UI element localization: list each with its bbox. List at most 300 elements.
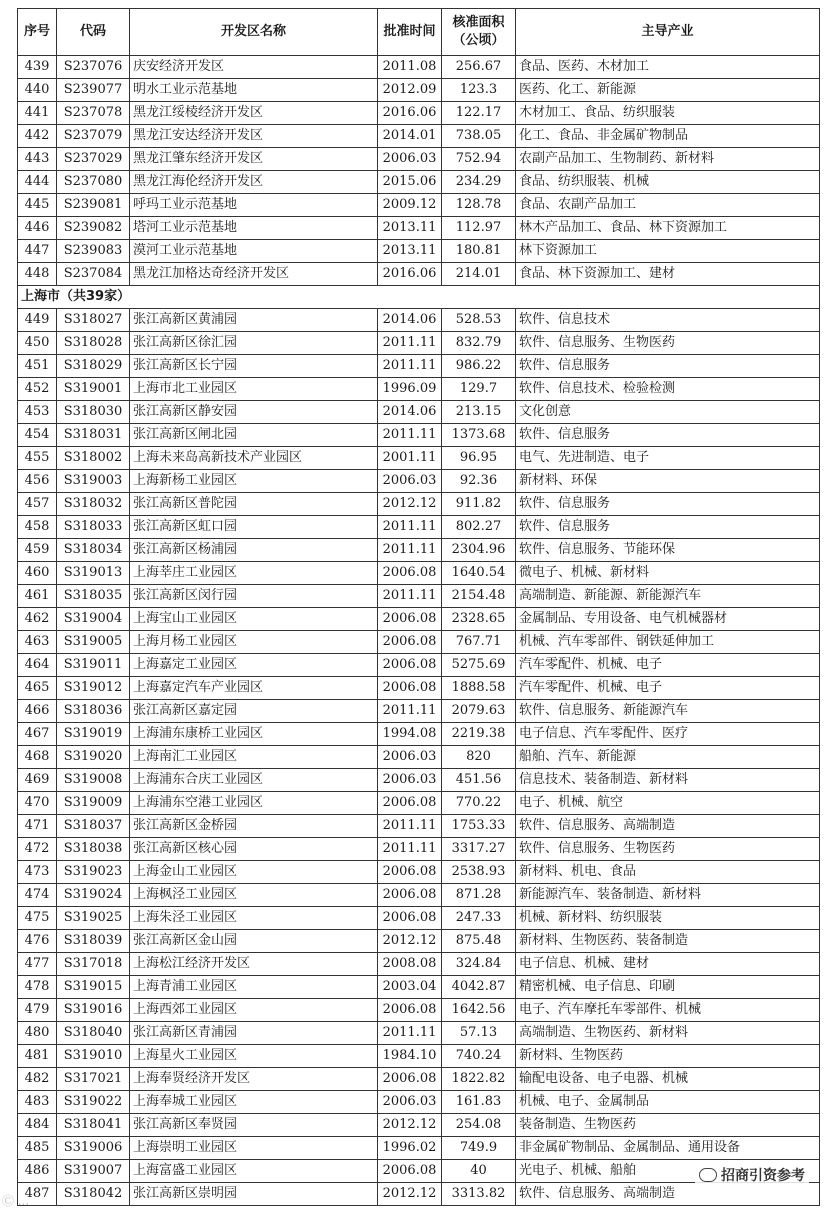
cell-name: 张江高新区黄浦园 (130, 309, 378, 332)
cell-code: S318035 (57, 585, 130, 608)
table-row (18, 976, 820, 999)
table-row (18, 194, 820, 217)
table-row (18, 769, 820, 792)
cell-date: 2006.08 (378, 677, 442, 700)
header-area: 核准面积 （公顷） (442, 9, 516, 56)
cell-name: 上海嘉定汽车产业园区 (130, 677, 378, 700)
cell-industry: 食品、纺织服装、机械 (516, 171, 820, 194)
cell-industry: 软件、信息服务、高端制造 (516, 1183, 820, 1206)
cell-date: 1994.08 (378, 723, 442, 746)
cell-date: 2006.03 (378, 769, 442, 792)
table-row (18, 953, 820, 976)
table-row (18, 585, 820, 608)
cell-area: 180.81 (442, 240, 516, 263)
cell-name: 上海崇明工业园区 (130, 1137, 378, 1160)
cell-date: 2012.12 (378, 930, 442, 953)
cell-industry: 新材料、机电、食品 (516, 861, 820, 884)
cell-name: 张江高新区长宁园 (130, 355, 378, 378)
chat-bubble-icon (699, 1168, 717, 1182)
cell-area: 214.01 (442, 263, 516, 286)
cell-date: 2006.08 (378, 861, 442, 884)
cell-code: S317018 (57, 953, 130, 976)
cell-area: 871.28 (442, 884, 516, 907)
cell-code: S317021 (57, 1068, 130, 1091)
table-row (18, 263, 820, 286)
cell-no: 452 (18, 378, 57, 401)
table-row (18, 792, 820, 815)
cell-no: 473 (18, 861, 57, 884)
cell-industry: 电子信息、机械、建材 (516, 953, 820, 976)
cell-no: 481 (18, 1045, 57, 1068)
cell-code: S237079 (57, 125, 130, 148)
cell-code: S318040 (57, 1022, 130, 1045)
cell-date: 2011.11 (378, 332, 442, 355)
cell-area: 123.3 (442, 79, 516, 102)
cell-industry: 软件、信息技术、检验检测 (516, 378, 820, 401)
cell-name: 张江高新区金山园 (130, 930, 378, 953)
cell-industry: 高端制造、新能源、新能源汽车 (516, 585, 820, 608)
cell-no: 471 (18, 815, 57, 838)
cell-code: S319015 (57, 976, 130, 999)
table-row (18, 148, 820, 171)
cell-date: 2006.08 (378, 562, 442, 585)
cell-no: 463 (18, 631, 57, 654)
table-row (18, 1114, 820, 1137)
cell-date: 2006.08 (378, 1160, 442, 1183)
cell-industry: 食品、林下资源加工、建材 (516, 263, 820, 286)
table-row (18, 516, 820, 539)
cell-industry: 金属制品、专用设备、电气机械器材 (516, 608, 820, 631)
table-row (18, 723, 820, 746)
cell-industry: 软件、信息服务、高端制造 (516, 815, 820, 838)
table-row (18, 930, 820, 953)
cell-no: 450 (18, 332, 57, 355)
table-row (18, 677, 820, 700)
cell-code: S318038 (57, 838, 130, 861)
cell-date: 2012.09 (378, 79, 442, 102)
cell-area: 1642.56 (442, 999, 516, 1022)
table-row (18, 815, 820, 838)
cell-code: S318027 (57, 309, 130, 332)
cell-code: S319005 (57, 631, 130, 654)
table-row (18, 171, 820, 194)
table-row (18, 309, 820, 332)
table-row (18, 654, 820, 677)
cell-code: S239077 (57, 79, 130, 102)
cell-code: S318032 (57, 493, 130, 516)
section-title-shanghai: 上海市（共39家） (18, 286, 820, 309)
cell-no: 483 (18, 1091, 57, 1114)
cell-no: 445 (18, 194, 57, 217)
cell-no: 446 (18, 217, 57, 240)
cell-no: 460 (18, 562, 57, 585)
cell-date: 2011.11 (378, 516, 442, 539)
cell-no: 454 (18, 424, 57, 447)
cell-area: 2304.96 (442, 539, 516, 562)
cell-no: 478 (18, 976, 57, 999)
cell-no: 484 (18, 1114, 57, 1137)
cell-area: 740.24 (442, 1045, 516, 1068)
cell-no: 439 (18, 56, 57, 79)
table-row (18, 102, 820, 125)
cell-area: 986.22 (442, 355, 516, 378)
cell-date: 2006.08 (378, 907, 442, 930)
table-row (18, 470, 820, 493)
cell-name: 张江高新区闸北园 (130, 424, 378, 447)
cell-code: S318037 (57, 815, 130, 838)
table-row (18, 907, 820, 930)
cell-code: S239081 (57, 194, 130, 217)
cell-name: 上海月杨工业园区 (130, 631, 378, 654)
table-header-row (18, 9, 820, 56)
cell-code: S237080 (57, 171, 130, 194)
cell-code: S319008 (57, 769, 130, 792)
table-row (18, 447, 820, 470)
cell-name: 塔河工业示范基地 (130, 217, 378, 240)
cell-name: 张江高新区金桥园 (130, 815, 378, 838)
cell-code: S319024 (57, 884, 130, 907)
cell-date: 2011.11 (378, 424, 442, 447)
cell-name: 上海市北工业园区 (130, 378, 378, 401)
table-row (18, 746, 820, 769)
cell-name: 上海金山工业园区 (130, 861, 378, 884)
cell-industry: 汽车零配件、机械、电子 (516, 654, 820, 677)
cell-no: 474 (18, 884, 57, 907)
cell-name: 张江高新区徐汇园 (130, 332, 378, 355)
cell-industry: 食品、农副产品加工 (516, 194, 820, 217)
cell-name: 张江高新区闵行园 (130, 585, 378, 608)
cell-no: 475 (18, 907, 57, 930)
cell-no: 487 (18, 1183, 57, 1206)
cell-code: S318034 (57, 539, 130, 562)
cell-no: 448 (18, 263, 57, 286)
cell-no: 443 (18, 148, 57, 171)
cell-industry: 食品、医药、木材加工 (516, 56, 820, 79)
cell-name: 张江高新区奉贤园 (130, 1114, 378, 1137)
cell-date: 2009.12 (378, 194, 442, 217)
cell-area: 832.79 (442, 332, 516, 355)
cell-date: 2011.11 (378, 585, 442, 608)
cell-name: 上海浦东康桥工业园区 (130, 723, 378, 746)
table-row (18, 378, 820, 401)
cell-area: 752.94 (442, 148, 516, 171)
cell-area: 129.7 (442, 378, 516, 401)
cell-industry: 输配电设备、电子电器、机械 (516, 1068, 820, 1091)
cell-industry: 新材料、生物医药 (516, 1045, 820, 1068)
cell-date: 2011.11 (378, 355, 442, 378)
cell-no: 441 (18, 102, 57, 125)
cell-no: 464 (18, 654, 57, 677)
cell-code: S319004 (57, 608, 130, 631)
cell-code: S319012 (57, 677, 130, 700)
cell-name: 上海浦东合庆工业园区 (130, 769, 378, 792)
cell-name: 张江高新区虹口园 (130, 516, 378, 539)
cell-area: 767.71 (442, 631, 516, 654)
cell-code: S318029 (57, 355, 130, 378)
cell-no: 449 (18, 309, 57, 332)
table-row (18, 1091, 820, 1114)
cell-name: 上海西郊工业园区 (130, 999, 378, 1022)
cell-name: 上海奉城工业园区 (130, 1091, 378, 1114)
table-row (18, 79, 820, 102)
cell-area: 1822.82 (442, 1068, 516, 1091)
cell-area: 247.33 (442, 907, 516, 930)
cell-industry: 微电子、机械、新材料 (516, 562, 820, 585)
cell-area: 324.84 (442, 953, 516, 976)
cell-area: 1753.33 (442, 815, 516, 838)
cell-name: 上海富盛工业园区 (130, 1160, 378, 1183)
table-row (18, 539, 820, 562)
table-row (18, 861, 820, 884)
cell-no: 461 (18, 585, 57, 608)
cell-name: 张江高新区杨浦园 (130, 539, 378, 562)
cell-name: 上海嘉定工业园区 (130, 654, 378, 677)
cell-no: 466 (18, 700, 57, 723)
cell-industry: 软件、信息服务 (516, 516, 820, 539)
cell-name: 黑龙江绥棱经济开发区 (130, 102, 378, 125)
cell-name: 上海南汇工业园区 (130, 746, 378, 769)
cell-industry: 林木产品加工、食品、林下资源加工 (516, 217, 820, 240)
cell-industry: 木材加工、食品、纺织服装 (516, 102, 820, 125)
cell-date: 2006.08 (378, 608, 442, 631)
watermark-brand (695, 1165, 809, 1185)
cell-code: S318031 (57, 424, 130, 447)
cell-date: 2006.08 (378, 792, 442, 815)
cell-industry: 装备制造、生物医药 (516, 1114, 820, 1137)
cell-name: 上海奉贤经济开发区 (130, 1068, 378, 1091)
cell-code: S319003 (57, 470, 130, 493)
cell-code: S318041 (57, 1114, 130, 1137)
header-date: 批准时间 (378, 9, 442, 56)
cell-area: 234.29 (442, 171, 516, 194)
cell-code: S318036 (57, 700, 130, 723)
cell-date: 2008.08 (378, 953, 442, 976)
cell-area: 3317.27 (442, 838, 516, 861)
cell-date: 2011.08 (378, 56, 442, 79)
cell-date: 2016.06 (378, 263, 442, 286)
cell-code: S318033 (57, 516, 130, 539)
cell-no: 459 (18, 539, 57, 562)
cell-date: 2014.06 (378, 401, 442, 424)
cell-area: 451.56 (442, 769, 516, 792)
cell-code: S319019 (57, 723, 130, 746)
cell-date: 2006.08 (378, 631, 442, 654)
cell-name: 上海朱泾工业园区 (130, 907, 378, 930)
cell-no: 442 (18, 125, 57, 148)
table-row (18, 401, 820, 424)
cell-industry: 林下资源加工 (516, 240, 820, 263)
table-row (18, 700, 820, 723)
cell-industry: 汽车零配件、机械、电子 (516, 677, 820, 700)
cell-industry: 软件、信息服务、生物医药 (516, 838, 820, 861)
cell-no: 468 (18, 746, 57, 769)
cell-name: 黑龙江安达经济开发区 (130, 125, 378, 148)
shanghai-rows (18, 309, 820, 1206)
cell-area: 2328.65 (442, 608, 516, 631)
cell-date: 1996.02 (378, 1137, 442, 1160)
cell-no: 447 (18, 240, 57, 263)
cell-no: 465 (18, 677, 57, 700)
cell-industry: 软件、信息服务 (516, 493, 820, 516)
cell-name: 呼玛工业示范基地 (130, 194, 378, 217)
cell-industry: 精密机械、电子信息、印刷 (516, 976, 820, 999)
cell-industry: 农副产品加工、生物制药、新材料 (516, 148, 820, 171)
cell-industry: 文化创意 (516, 401, 820, 424)
cell-name: 上海青浦工业园区 (130, 976, 378, 999)
header-industry: 主导产业 (516, 9, 820, 56)
cell-area: 820 (442, 746, 516, 769)
cell-area: 122.17 (442, 102, 516, 125)
cell-industry: 电子信息、汽车零配件、医疗 (516, 723, 820, 746)
cell-name: 上海枫泾工业园区 (130, 884, 378, 907)
cell-industry: 非金属矿物制品、金属制品、通用设备 (516, 1137, 820, 1160)
table-row (18, 562, 820, 585)
cell-code: S319022 (57, 1091, 130, 1114)
cell-area: 2219.38 (442, 723, 516, 746)
cell-industry: 高端制造、生物医药、新材料 (516, 1022, 820, 1045)
cell-name: 上海松江经济开发区 (130, 953, 378, 976)
table-row (18, 631, 820, 654)
cell-area: 749.9 (442, 1137, 516, 1160)
cell-no: 453 (18, 401, 57, 424)
table-row (18, 1045, 820, 1068)
cell-date: 2011.11 (378, 539, 442, 562)
cell-date: 2006.08 (378, 884, 442, 907)
cell-no: 485 (18, 1137, 57, 1160)
cell-code: S318002 (57, 447, 130, 470)
cell-no: 472 (18, 838, 57, 861)
cell-no: 482 (18, 1068, 57, 1091)
cell-no: 440 (18, 79, 57, 102)
cell-industry: 电气、先进制造、电子 (516, 447, 820, 470)
header-no: 序号 (18, 9, 57, 56)
cell-date: 2013.11 (378, 240, 442, 263)
table-row (18, 884, 820, 907)
cell-area: 96.95 (442, 447, 516, 470)
table-container (17, 8, 819, 1206)
cell-date: 2016.06 (378, 102, 442, 125)
cell-no: 451 (18, 355, 57, 378)
cell-area: 911.82 (442, 493, 516, 516)
cell-name: 上海浦东空港工业园区 (130, 792, 378, 815)
cell-name: 庆安经济开发区 (130, 56, 378, 79)
cell-area: 802.27 (442, 516, 516, 539)
cell-date: 2006.03 (378, 746, 442, 769)
cell-no: 480 (18, 1022, 57, 1045)
section-row (18, 286, 820, 309)
cell-area: 1888.58 (442, 677, 516, 700)
header-name: 开发区名称 (130, 9, 378, 56)
cell-date: 2003.04 (378, 976, 442, 999)
cell-code: S237076 (57, 56, 130, 79)
cell-date: 2006.03 (378, 1091, 442, 1114)
watermark-text: 招商引资参考 (721, 1168, 805, 1184)
cell-industry: 信息技术、装备制造、新材料 (516, 769, 820, 792)
cell-no: 456 (18, 470, 57, 493)
cell-date: 2012.12 (378, 1114, 442, 1137)
cell-industry: 化工、食品、非金属矿物制品 (516, 125, 820, 148)
cell-code: S318039 (57, 930, 130, 953)
cell-no: 479 (18, 999, 57, 1022)
cell-date: 2015.06 (378, 171, 442, 194)
cell-code: S319010 (57, 1045, 130, 1068)
cell-area: 2154.48 (442, 585, 516, 608)
development-zone-table (17, 8, 820, 1206)
cell-name: 张江高新区普陀园 (130, 493, 378, 516)
cell-area: 112.97 (442, 217, 516, 240)
cell-date: 2006.08 (378, 1068, 442, 1091)
table-row (18, 332, 820, 355)
table-row (18, 424, 820, 447)
cell-date: 1996.09 (378, 378, 442, 401)
cell-industry: 软件、信息服务、新能源汽车 (516, 700, 820, 723)
cell-area: 40 (442, 1160, 516, 1183)
cell-area: 528.53 (442, 309, 516, 332)
cell-code: S237029 (57, 148, 130, 171)
cell-code: S239082 (57, 217, 130, 240)
cell-industry: 电子、机械、航空 (516, 792, 820, 815)
shanghai-section (18, 286, 820, 309)
cell-name: 上海新杨工业园区 (130, 470, 378, 493)
cell-no: 457 (18, 493, 57, 516)
cell-no: 458 (18, 516, 57, 539)
cell-industry: 软件、信息服务、节能环保 (516, 539, 820, 562)
cell-area: 1373.68 (442, 424, 516, 447)
cell-code: S319025 (57, 907, 130, 930)
cell-code: S319020 (57, 746, 130, 769)
cell-no: 444 (18, 171, 57, 194)
cell-area: 770.22 (442, 792, 516, 815)
cell-industry: 软件、信息服务 (516, 424, 820, 447)
cell-area: 128.78 (442, 194, 516, 217)
cell-industry: 软件、信息服务、生物医药 (516, 332, 820, 355)
cell-date: 2013.11 (378, 217, 442, 240)
cell-name: 张江高新区核心园 (130, 838, 378, 861)
cell-date: 2011.11 (378, 1022, 442, 1045)
table-row (18, 1137, 820, 1160)
cell-name: 上海莘庄工业园区 (130, 562, 378, 585)
cell-no: 462 (18, 608, 57, 631)
table-row (18, 838, 820, 861)
cell-code: S319007 (57, 1160, 130, 1183)
cell-industry: 医药、化工、新能源 (516, 79, 820, 102)
cell-name: 张江高新区静安园 (130, 401, 378, 424)
cell-no: 476 (18, 930, 57, 953)
table-row (18, 1183, 820, 1206)
cell-name: 张江高新区崇明园 (130, 1183, 378, 1206)
cell-code: S239083 (57, 240, 130, 263)
cell-name: 张江高新区嘉定园 (130, 700, 378, 723)
cell-code: S237084 (57, 263, 130, 286)
cell-name: 黑龙江肇东经济开发区 (130, 148, 378, 171)
cell-name: 张江高新区青浦园 (130, 1022, 378, 1045)
cell-name: 漠河工业示范基地 (130, 240, 378, 263)
cell-date: 2014.06 (378, 309, 442, 332)
cell-name: 明水工业示范基地 (130, 79, 378, 102)
table-row (18, 56, 820, 79)
cell-industry: 机械、汽车零部件、钢铁延伸加工 (516, 631, 820, 654)
cell-name: 黑龙江加格达奇经济开发区 (130, 263, 378, 286)
cell-date: 1984.10 (378, 1045, 442, 1068)
table-row (18, 125, 820, 148)
heilongjiang-rows (18, 56, 820, 286)
cell-name: 上海宝山工业园区 (130, 608, 378, 631)
cell-code: S237078 (57, 102, 130, 125)
cell-code: S319016 (57, 999, 130, 1022)
table-row (18, 1068, 820, 1091)
cell-area: 161.83 (442, 1091, 516, 1114)
cell-date: 2006.08 (378, 999, 442, 1022)
